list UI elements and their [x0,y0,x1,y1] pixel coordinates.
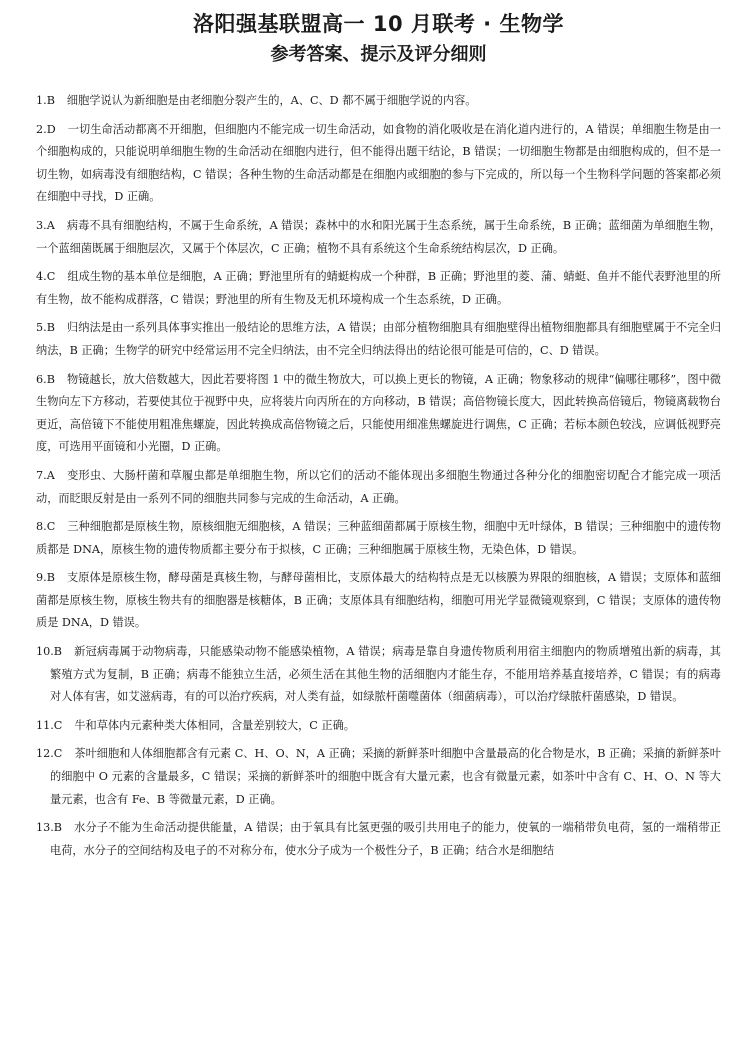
answer-key: B [46,571,55,585]
answer-explanation: 物镜越长，放大倍数越大，因此若要将图 1 中的微生物放大，可以换上更长的物镜，A 正确；物象移动的规律“偏哪往哪移”，图中微生物向左下方移动，若要使其位于视野中央，应将装片向丙所在的方向移动，B 错误；高倍物镜长度大，因此转换高倍镜后，物镜离载物台更近，高倍镜下不能使用粗准焦螺旋，因此转换成高倍物镜之后，只能使用细准焦螺旋进行调焦，C 正确；若标本颜色较浅，应调低视野亮度，可选用平面镜和小光圈，D 正确。 [36,372,721,454]
answer-number: 6. [36,372,47,386]
answer-item-6 [36,369,721,459]
answer-key: A [46,468,55,482]
answer-key: B [46,372,55,386]
answer-explanation: 茶叶细胞和人体细胞都含有元素 C、H、O、N，A 正确；采摘的新鲜茶叶细胞中含量最高的化合物是水，B 正确；采摘的新鲜茶叶的细胞中 O 元素的含量最多，C 错误；采摘的新鲜茶叶的细胞中既含有大量元素，也含有微量元素，如茶叶中含有 C、H、O、N 等大量元素，也含有 Fe、B 等微量元素，D 正确。 [50,747,721,806]
answer-item-7 [36,465,721,510]
answer-key: D [46,122,56,136]
answer-number: 2. [36,122,47,136]
answer-number: 9. [36,571,47,585]
answer-explanation: 三种细胞都是原核生物，原核细胞无细胞核，A 错误；三种蓝细菌都属于原核生物，细胞中无叶绿体，B 错误；三种细胞中的遗传物质都是 DNA，原核生物的遗传物质都主要分布于拟核，C 正确；三种细胞属于原核生物，无染色体，D 错误。 [36,520,721,556]
answer-item-11 [36,715,721,738]
answer-explanation: 牛和草体内元素种类大体相同，含量差别较大，C 正确。 [74,718,355,732]
page-subtitle: 参考答案、提示及评分细则 [270,44,487,65]
answer-number: 4. [36,270,47,284]
answer-key: B [53,821,63,835]
answer-item-9 [36,567,721,635]
answer-explanation: 支原体是原核生物，酵母菌是真核生物，与酵母菌相比，支原体最大的结构特点是无以核膜为界限的细胞核，A 错误；支原体和蓝细菌都是原核生物，原核生物共有的细胞器是核糖体，B 正确；支原体具有细胞结构，细胞可用光学显微镜观察到，C 错误；支原体的遗传物质是 DNA，D 错误。 [36,571,721,630]
answer-key: C [53,718,63,732]
answer-key: A [46,218,55,232]
answer-item-1 [36,90,721,113]
answer-number: 7. [36,468,47,482]
answer-explanation: 变形虫、大肠杆菌和草履虫都是单细胞生物，所以它们的活动不能体现出多细胞生物通过各种分化的细胞密切配合才能完成一项活动，而眨眼反射是由一系列不同的细胞共同参与完成的生命活动，A 正确。 [36,468,721,505]
answer-item-13 [36,817,721,862]
answer-explanation: 归纳法是由一系列具体事实推出一般结论的思维方法，A 错误；由部分植物细胞具有细胞壁得出植物细胞都具有细胞壁属于不完全归纳法，B 正确；生物学的研究中经常运用不完全归纳法，由不完全归纳法得出的结论很可能是可信的，C、D 错误。 [36,321,721,357]
answer-explanation: 水分子不能为生命活动提供能量，A 错误；由于氧具有比氢更强的吸引共用电子的能力，使氧的一端稍带负电荷，氢的一端稍带正电荷，水分子的空间结构及电子的不对称分布，使水分子成为一个极性分子，B 正确；结合水是细胞结 [50,821,721,857]
answer-number: 5. [36,321,47,335]
answer-number: 11. [36,718,54,732]
answer-explanation: 细胞学说认为新细胞是由老细胞分裂产生的，A、C、D 都不属于细胞学说的内容。 [66,94,477,107]
answer-number: 13. [36,821,54,835]
answer-number: 8. [36,520,47,534]
page-title: 洛阳强基联盟高一 10 月联考 · 生物学 [193,12,564,36]
answer-explanation: 病毒不具有细胞结构，不属于生命系统，A 错误；森林中的水和阳光属于生态系统，属于生命系统，B 正确；蓝细菌为单细胞生物，一个蓝细菌既属于细胞层次，又属于个体层次，C 正确；植物不具有系统这个生命系统结构层次，D 正确。 [36,218,721,255]
answer-item-10 [36,641,721,709]
answer-key: C [53,747,63,761]
answer-number: 1. [36,94,47,107]
answer-key: C [46,270,56,284]
answer-item-3 [36,215,721,260]
answer-explanation: 组成生物的基本单位是细胞，A 正确；野池里所有的蜻蜓构成一个种群，B 正确；野池里的菱、蒲、蜻蜓、鱼并不能代表野池里的所有生物，故不能构成群落，C 错误；野池里的所有生物及无机环境构成一个生态系统，D 正确。 [36,270,721,306]
answer-key: B [46,94,55,107]
answer-key: C [46,520,56,534]
answer-item-4 [36,266,721,311]
answer-key: B [46,321,55,335]
answer-explanation: 一切生命活动都离不开细胞，但细胞内不能完成一切生命活动，如食物的消化吸收是在消化道内进行的，A 错误；单细胞生物是由一个细胞构成的，只能说明单细胞生物的生命活动在细胞内进行，但不能得出题干结论，B 错误；一切细胞生物都是由细胞构成的，但不是一切生物，如病毒没有细胞结构，C 错误；各种生物的生命活动都是在细胞内或细胞的参与下完成的，所以每一个生物科学问题的答案都必须在细胞中寻找，D 正确。 [36,122,721,204]
answer-item-8 [36,516,721,561]
answer-list [36,90,721,862]
answer-explanation: 新冠病毒属于动物病毒，只能感染动物不能感染植物，A 错误；病毒是靠自身遗传物质利用宿主细胞内的物质增殖出新的病毒，其繁殖方式为复制，B 正确；病毒不能独立生活，必须生活在其他生物的活细胞内才能生存，不能用培养基直接培养，C 错误；有的病毒对人体有害，如艾滋病毒，有的可以治疗疾病，对人类有益，如绿脓杆菌噬菌体（细菌病毒），可以治疗绿脓杆菌感染，D 错误。 [50,645,721,704]
answer-number: 3. [36,218,47,232]
answer-item-12 [36,743,721,811]
answer-number: 12. [36,747,54,761]
answer-item-2 [36,119,721,209]
answer-item-5 [36,317,721,362]
answer-number: 10. [36,645,54,659]
answer-key: B [53,645,63,659]
